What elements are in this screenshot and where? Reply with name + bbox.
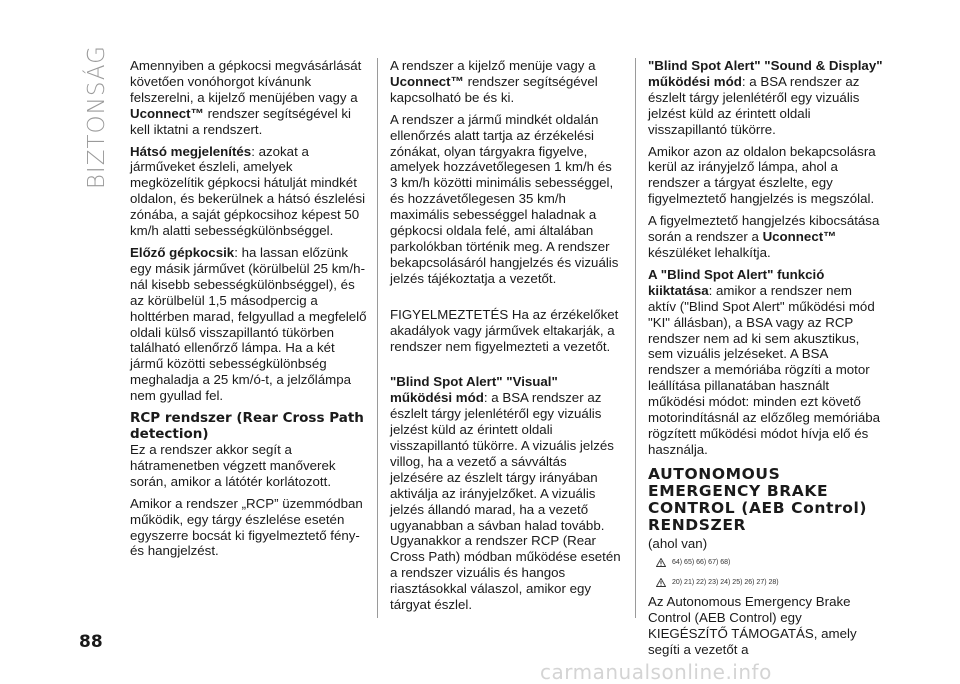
subheading: (ahol van)	[648, 535, 708, 551]
paragraph: Amikor azon az oldalon bekapcsolásra kerül az irányjelző lámpa, ahol a rendszer a tárgyat észlelte, egy figyelmeztető hangjelzés is megszólal.	[648, 143, 876, 207]
watermark: carmanualsonline.info	[540, 660, 772, 684]
warning-icon	[656, 558, 666, 567]
caution-icon	[656, 578, 666, 587]
reference-numbers: 64) 65) 66) 67) 68)	[672, 558, 731, 566]
paragraph: Az Autonomous Emergency Brake Control (AEB Control) egy KIEGÉSZÍTŐ TÁMOGATÁS, amely segíti a vezetőt a	[648, 594, 857, 658]
paragraph: Előző gépkocsik: ha lassan előzünk egy másik járművet (körülbelül 25 km/h-nál kisebb sebességkülönbséggel), és az körülbelül 1,5 másodpercig a holttérben marad, felgyullad a megfelelő oldali külső visszapillantó tükörben található ellenőrző lámpa. Ha a két jármű közötti sebességkülönbség meghaladja a 25 km/ó-t, a jelzőlámpa nem gyullad fel.	[130, 244, 367, 404]
paragraph: "Blind Spot Alert" "Sound & Display" működési mód: a BSA rendszer az észlelt tárgy jelenlétéről egy vizuális jelzést küld az érintett oldali visszapillantó tükörre.	[648, 58, 883, 137]
column-1	[130, 58, 367, 565]
paragraph: Ez a rendszer akkor segít a hátramenetben végzett manőverek során, amikor a látótér korlátozott.	[130, 442, 336, 489]
reference-row	[656, 555, 883, 571]
inline-heading: Hátsó megjelenítés	[130, 143, 252, 159]
section-label: BIZTONSÁG	[84, 45, 110, 190]
inline-heading: A "Blind Spot Alert" funkció kiiktatása	[648, 266, 825, 298]
paragraph: "Blind Spot Alert" "Visual" működési mód: a BSA rendszer az észlelt tárgy jelenlétéről egy vizuális jelzést küld az érintett oldali visszapillantó tükörre. A vizuális jelzés villog, ha a vezető a sávváltás jelzésére az észlelt tárgy irányában aktiválja az irányjelzőket. A vizuális jelzés állandó marad, ha a vezető ugyanabban a sávban halad tovább. Ugyanakkor a rendszer RCP (Rear Cross Path) módban működése esetén a rendszer vizuális és hangos riasztásokkal válaszol, amikor egy tárgyat észlel.	[390, 374, 621, 613]
paragraph: Amennyiben a gépkocsi megvásárlását követően vonóhorgot kívánunk felszerelni, a kijelző menüjében vagy a Uconnect™ rendszer segítségével ki kell iktatni a rendszert.	[130, 58, 362, 137]
section-heading: AUTONOMOUS EMERGENCY BRAKE CONTROL (AEB Control) RENDSZER	[648, 464, 868, 534]
column-2	[390, 58, 622, 619]
warning-paragraph: FIGYELMEZTETÉS Ha az érzékelőket akadályok vagy járművek eltakarják, a rendszer nem figyelmezteti a vezetőt.	[390, 306, 619, 354]
column-divider	[635, 58, 636, 618]
paragraph: A rendszer a kijelző menüje vagy a Uconnect™ rendszer segítségével kapcsolható be és ki.	[390, 58, 598, 105]
column-divider	[377, 58, 378, 618]
inline-heading: "Blind Spot Alert" "Sound & Display" működési mód	[648, 58, 883, 89]
paragraph: A rendszer a jármű mindkét oldalán ellenőrzés alatt tartja az érzékelési zónákat, olyan tárgyakra figyelve, amelyek hozzávetőlegesen 1 km/h és 3 km/h közötti minimális sebességgel, és hozzávetőlegesen 35 km/h maximális sebességgel haladnak a gépkocsi oldala felé, ami általában parkolókban történik meg. A rendszer bekapcsolásáról hangjelzés és vizuális jelzés tájékoztatja a vezetőt.	[390, 111, 619, 286]
paragraph: Amikor a rendszer „RCP” üzemmódban működik, egy tárgy észlelése esetén egyszerre bocsát ki figyelmeztető fény- és hangjelzést.	[130, 495, 363, 559]
paragraph: A "Blind Spot Alert" funkció kiiktatása: amikor a rendszer nem aktív ("Blind Spot Alert" működési mód "KI" állásban), a BSA vagy az RCP rendszer nem ad ki sem akusztikus, sem vizuális jelzéseket. A BSA rendszer a memóriába rögzíti a motor leállítása pillanatában használt működési módot: minden ezt követő motorindításnál az előzőleg memóriába rögzített működési módot hívja elő és használja.	[648, 266, 881, 457]
reference-row	[656, 575, 883, 591]
page-number: 88	[79, 632, 103, 652]
reference-numbers: 20) 21) 22) 23) 24) 25) 26) 27) 28)	[672, 578, 779, 586]
section-heading: RCP rendszer (Rear Cross Path detection)	[130, 410, 364, 443]
inline-heading: Előző gépkocsik	[130, 244, 235, 260]
column-3	[648, 58, 883, 664]
paragraph: A figyelmeztető hangjelzés kibocsátása során a rendszer a Uconnect™ készüléket lehalkítja.	[648, 213, 880, 260]
inline-heading: "Blind Spot Alert" "Visual" működési mód	[390, 374, 558, 406]
paragraph: Hátsó megjelenítés: azokat a járműveket észleli, amelyek megközelítik gépkocsi hátulját mindkét oldalon, és bekerülnek a hátsó észlelési zónába, a saját gépkocsihoz képest 50 km/h alatti sebességkülönbséggel.	[130, 143, 366, 239]
